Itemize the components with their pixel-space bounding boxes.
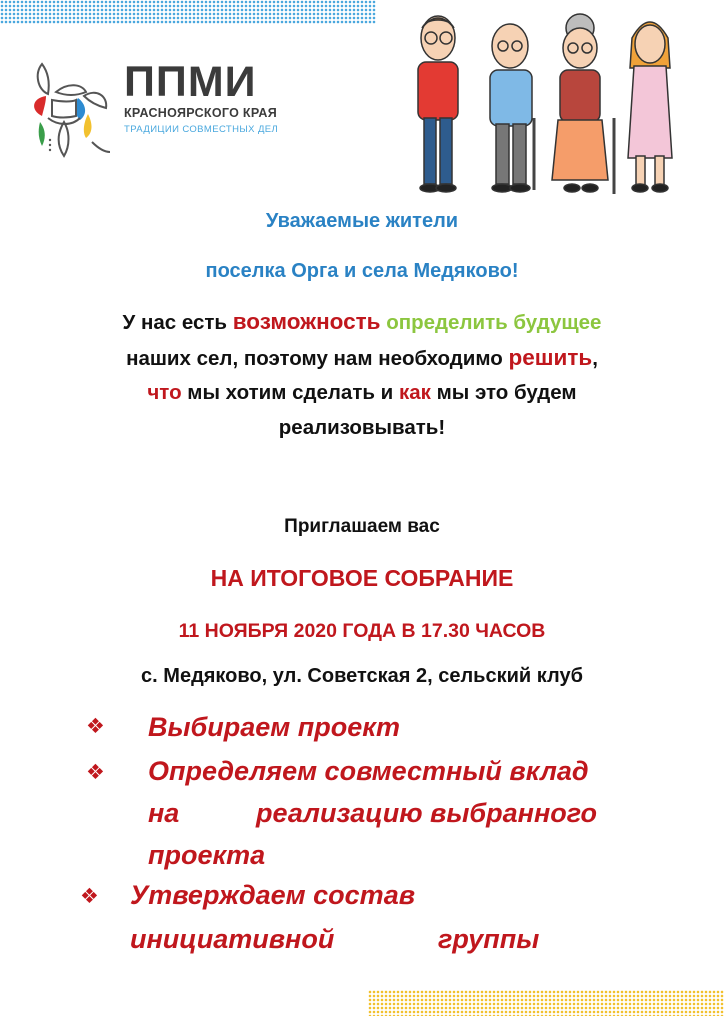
meeting-place: с. Медяково, ул. Советская 2, сельский клуб [141,665,583,687]
text: наших сел, поэтому нам необходимо [126,346,509,370]
logo-title: ППМИ [124,58,257,106]
logo-subtitle-tagline: ТРАДИЦИИ СОВМЕСТНЫХ ДЕЛ [124,124,279,135]
greeting-line-2: поселка Орга и села Медяково! [205,260,519,282]
highlight-opportunity: возможность [232,309,381,334]
agenda-item-2-line-1: Определяем совместный вклад [148,756,589,786]
four-people-illustration [400,8,700,198]
meeting-date: 11 НОЯБРЯ 2020 ГОДА В 17.30 ЧАСОВ [178,620,546,642]
text: мы хотим сделать и [181,381,399,404]
bottom-dot-pattern [368,990,724,1016]
text: У нас есть [122,311,233,334]
highlight-future: определить будущее [386,311,602,334]
paragraph-line-4: реализовывать! [278,415,446,439]
bullet-icon: ❖ [86,761,105,784]
logo-subtitle-region: КРАСНОЯРСКОГО КРАЯ [124,106,277,120]
agenda-item-3-line-2a: инициативной [130,924,335,954]
bullet-icon: ❖ [86,715,105,738]
paragraph-line-1 [0,305,724,341]
highlight-how: как [398,381,431,404]
greeting-line-1: Уважаемые жители [265,210,459,232]
highlight-decide: решить [508,344,593,370]
agenda-item-2-line-2a: на [148,798,180,828]
text: мы это будем [430,381,577,404]
main-paragraph [0,305,724,445]
paragraph-line-3 [0,376,724,411]
agenda-item-1: Выбираем проект [148,712,400,742]
meeting-title: НА ИТОГОВОЕ СОБРАНИЕ [210,565,514,591]
text: , [592,346,598,370]
bullet-icon: ❖ [80,885,99,908]
top-dot-pattern [0,0,376,24]
ppmi-logo-icon [28,52,114,162]
highlight-what: что [147,381,182,404]
agenda-item-2-line-2b: реализацию выбранного [256,798,597,828]
invite-text: Приглашаем вас [284,516,440,537]
paragraph-line-2 [0,341,724,377]
agenda-item-2-line-3: проекта [148,840,266,870]
agenda-item-3-line-1: Утверждаем состав [130,880,416,910]
agenda-item-3-line-2b: группы [438,924,540,954]
logo-text [124,60,278,135]
